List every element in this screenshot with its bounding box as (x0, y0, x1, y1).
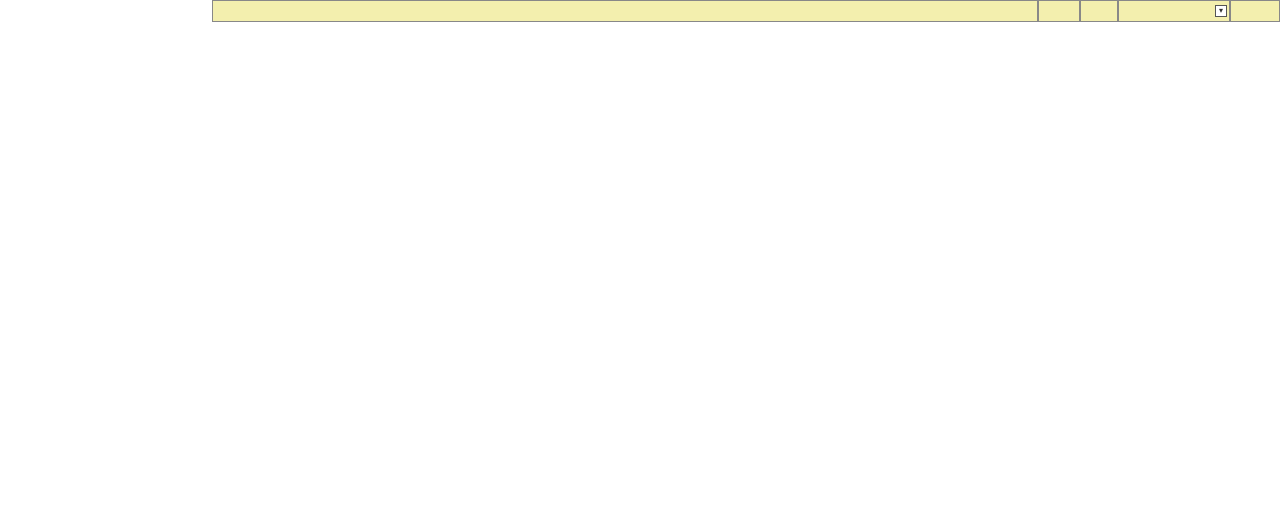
header-feeder[interactable] (1118, 0, 1230, 22)
header-cut[interactable] (1080, 0, 1118, 22)
table-banner (212, 0, 1038, 22)
filter-dropdown-icon[interactable]: ▾ (1215, 5, 1227, 17)
header-connect[interactable] (1038, 0, 1080, 22)
header-region[interactable] (1230, 0, 1280, 22)
